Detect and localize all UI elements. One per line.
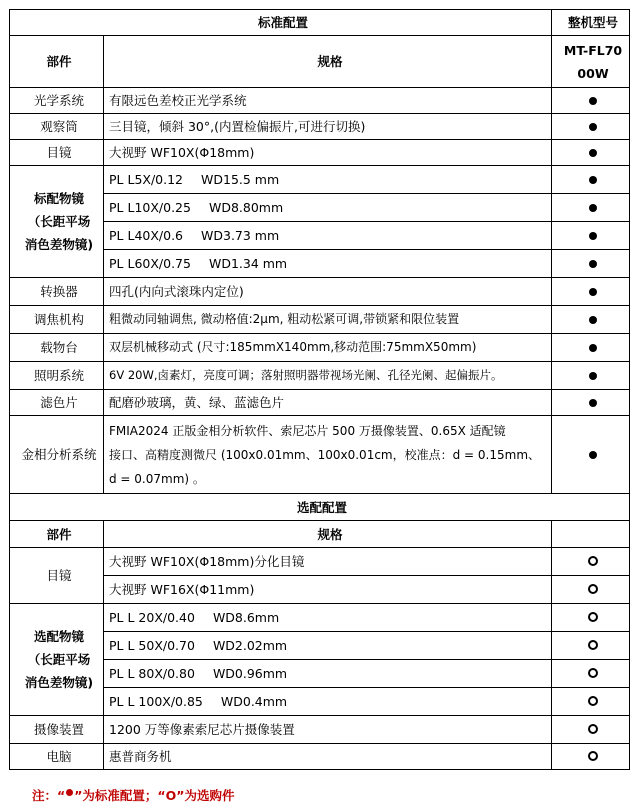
part-cell: 金相分析系统 [10,416,104,494]
model-title: 整机型号 [552,10,630,36]
lens-spec: PL L 20X/0.40 WD8.6mm [104,604,552,632]
standard-mark [552,390,630,416]
part-cell: 目镜 [10,140,104,166]
spec-col-header: 规格 [104,521,552,548]
spec-cell: 四孔(内向式滚珠内定位) [104,278,552,306]
lens-spec: PL L5X/0.12 WD15.5 mm [104,166,552,194]
spec-cell-analysis: FMIA2024 正版金相分析软件、索尼芯片 500 万摄像装置、0.65X 适配镜 接口、高精度测微尺 (100x0.01mm、100x0.01cm，校准点：d = 0.15mm、 d = 0.07mm) 。 [104,416,552,494]
spec-cell: 配磨砂玻璃，黄、绿、蓝滤色片 [104,390,552,416]
optional-ring-icon [588,751,598,761]
standard-dot-icon [589,149,597,157]
table-row [10,548,630,576]
optional-ring-icon [588,724,598,734]
part-cell-optional-objectives: 选配物镜 （长距平场 消色差物镜) [10,604,104,716]
optional-ring-icon [588,640,598,650]
part-cell: 滤色片 [10,390,104,416]
lens-spec: PL L10X/0.25 WD8.80mm [104,194,552,222]
footnote: 注：“ ”为标准配置；“O”为选购件 [32,788,235,803]
spec-col-header: 规格 [104,36,552,88]
standard-mark [552,222,630,250]
spec-cell: 1200 万等像素索尼芯片摄像装置 [104,716,552,744]
part-col-header: 部件 [10,521,104,548]
optional-ring-icon [588,696,598,706]
lens-spec: PL L40X/0.6 WD3.73 mm [104,222,552,250]
standard-mark [552,250,630,278]
spec-cell: 6V 20W,卤素灯，亮度可调；落射照明器带视场光阑、孔径光阑、起偏振片。 [104,362,552,390]
standard-mark [552,166,630,194]
optional-mark [552,576,630,604]
table-row [10,362,630,390]
standard-dot-icon [589,97,597,105]
part-cell: 照明系统 [10,362,104,390]
optional-column-header-row [10,521,630,548]
standard-dot-icon [589,344,597,352]
standard-dot-icon [589,316,597,324]
optional-mark [552,744,630,770]
standard-dot-icon [589,399,597,407]
standard-mark [552,416,630,494]
optional-mark [552,716,630,744]
table-row [10,416,630,494]
spec-cell: 惠普商务机 [104,744,552,770]
optional-ring-icon [588,584,598,594]
column-header-row [10,36,630,88]
optional-title: 选配配置 [10,494,630,521]
part-cell-objectives: 标配物镜 （长距平场 消色差物镜) [10,166,104,278]
optional-mark [552,548,630,576]
lens-spec: PL L 80X/0.80 WD0.96mm [104,660,552,688]
part-cell: 电脑 [10,744,104,770]
standard-mark [552,362,630,390]
empty-cell [552,521,630,548]
part-cell: 目镜 [10,548,104,604]
standard-dot-icon [589,204,597,212]
standard-mark [552,88,630,114]
part-cell: 载物台 [10,334,104,362]
standard-dot-icon [589,232,597,240]
standard-mark [552,278,630,306]
table-row [10,744,630,770]
optional-mark [552,660,630,688]
optional-ring-icon [588,668,598,678]
table-row [10,604,630,632]
standard-mark [552,140,630,166]
lens-spec: PL L60X/0.75 WD1.34 mm [104,250,552,278]
standard-dot-icon [589,288,597,296]
model-name: MT-FL70 00W [552,36,630,88]
spec-cell: 大视野 WF16X(Φ11mm) [104,576,552,604]
part-cell: 观察筒 [10,114,104,140]
standard-mark [552,114,630,140]
part-cell: 光学系统 [10,88,104,114]
standard-header-row [10,10,630,36]
standard-mark [552,194,630,222]
standard-dot-icon [589,451,597,459]
standard-mark [552,334,630,362]
part-col-header: 部件 [10,36,104,88]
part-cell: 转换器 [10,278,104,306]
optional-ring-icon [588,556,598,566]
spec-table [9,9,630,770]
table-row [10,166,630,194]
spec-cell: 粗微动同轴调焦, 微动格值:2μm, 粗动松紧可调,带锁紧和限位装置 [104,306,552,334]
standard-mark [552,306,630,334]
table-row [10,306,630,334]
table-row [10,278,630,306]
standard-dot-icon [589,176,597,184]
standard-dot-icon [589,260,597,268]
table-row [10,88,630,114]
optional-mark [552,632,630,660]
spec-cell: 双层机械移动式 (尺寸:185mmX140mm,移动范围:75mmX50mm) [104,334,552,362]
table-row [10,334,630,362]
standard-title: 标准配置 [10,10,552,36]
part-cell: 调焦机构 [10,306,104,334]
lens-spec: PL L 100X/0.85 WD0.4mm [104,688,552,716]
part-cell: 摄像装置 [10,716,104,744]
table-row [10,140,630,166]
spec-cell: 有限远色差校正光学系统 [104,88,552,114]
optional-header-row [10,494,630,521]
optional-mark [552,604,630,632]
table-row [10,716,630,744]
standard-dot-icon [589,372,597,380]
table-row [10,114,630,140]
table-row [10,390,630,416]
standard-dot-icon [66,789,73,796]
spec-cell: 大视野 WF10X(Φ18mm)分化目镜 [104,548,552,576]
spec-cell: 三目镜，倾斜 30°,(内置检偏振片,可进行切换) [104,114,552,140]
lens-spec: PL L 50X/0.70 WD2.02mm [104,632,552,660]
standard-dot-icon [589,123,597,131]
optional-ring-icon [588,612,598,622]
optional-mark [552,688,630,716]
spec-cell: 大视野 WF10X(Φ18mm) [104,140,552,166]
